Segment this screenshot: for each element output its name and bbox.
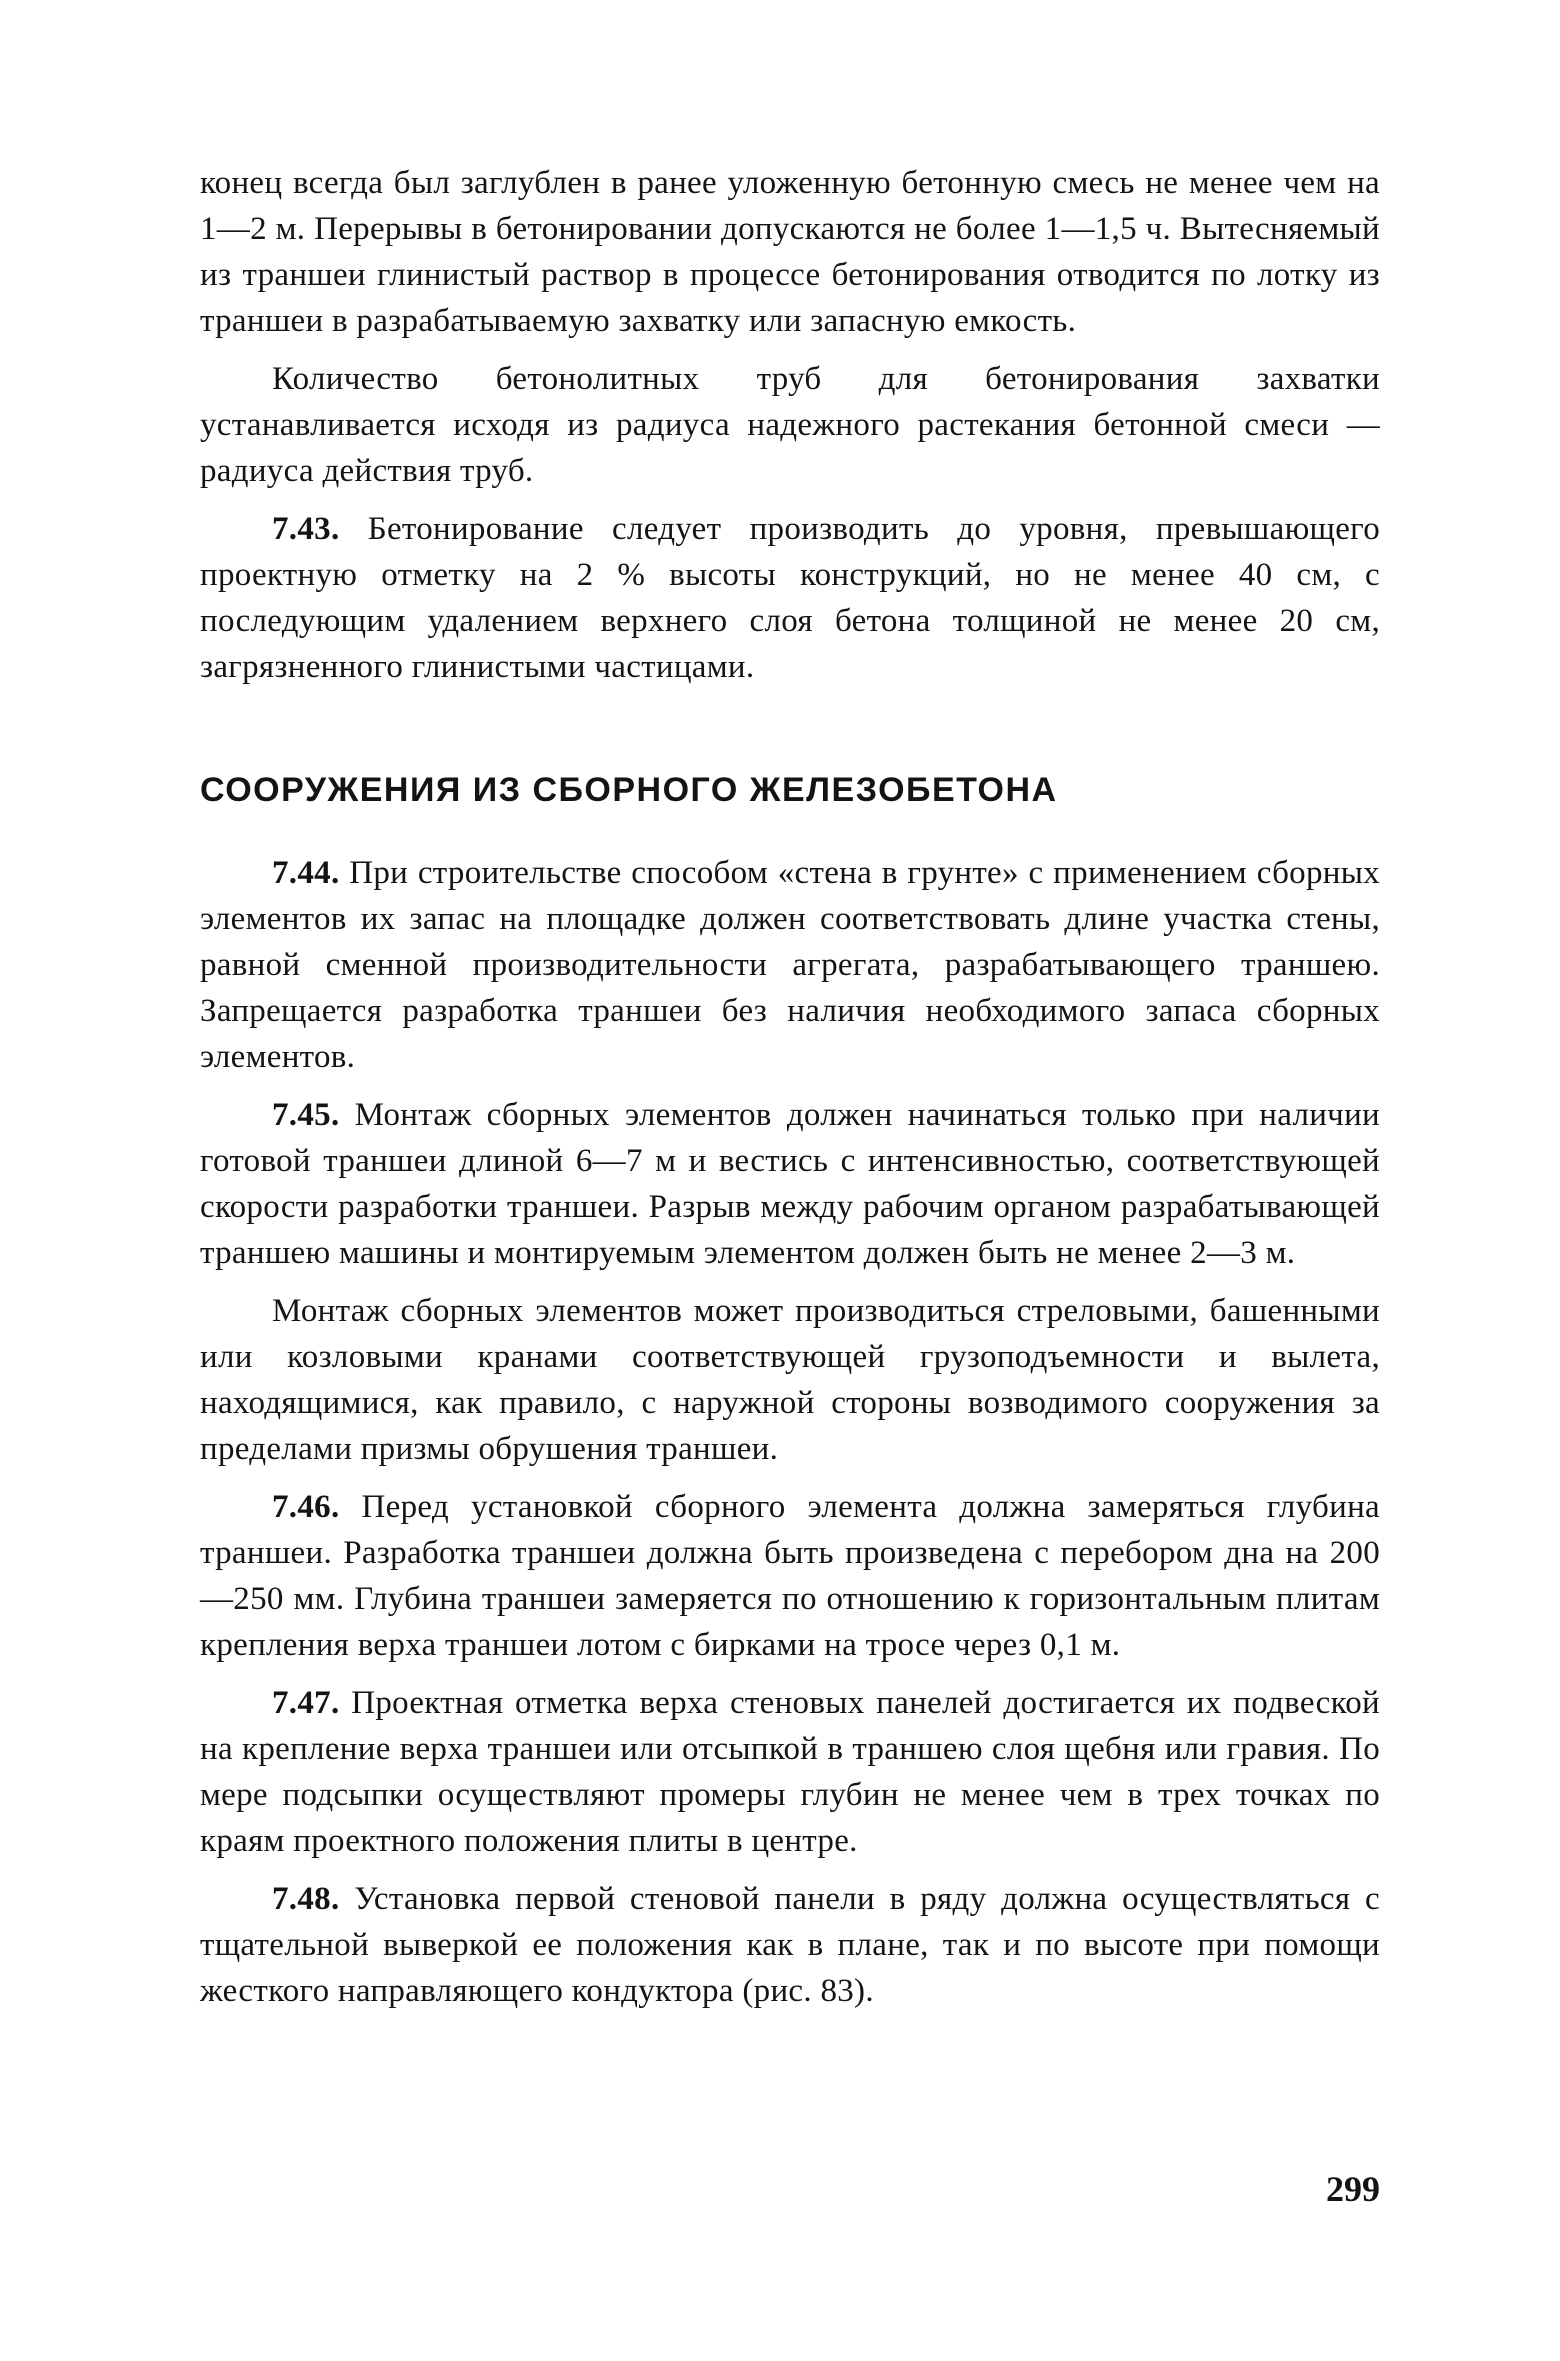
section-heading: СООРУЖЕНИЯ ИЗ СБОРНОГО ЖЕЛЕЗОБЕТОНА — [200, 771, 1058, 809]
clause-number: 7.44. — [272, 855, 340, 891]
clause-7-48 — [200, 1876, 1380, 2014]
clause-text: Проектная отметка верха стеновых панелей достигается их подвеской на крепление верха траншеи или отсыпкой в траншею слоя щебня или гравия. По мере подсыпки осуществляют промеры глубин не менее чем в трех точках по краям проектного положения плиты в центре. — [200, 1685, 1380, 1859]
clause-7-46 — [200, 1484, 1380, 1668]
clause-number: 7.46. — [272, 1489, 340, 1525]
clause-text: Установка первой стеновой панели в ряду должна осуществляться с тщательной выверкой ее положения как в плане, так и по высоте при помощи жесткого направляющего кондуктора (рис. 83). — [200, 1881, 1380, 2009]
document-page — [200, 160, 1380, 2026]
clause-number: 7.47. — [272, 1685, 340, 1721]
paragraph-cranes: Монтаж сборных элементов может производиться стреловыми, башенными или козловыми кранами соответствующей грузоподъемности и вылета, находящимися, как правило, с наружной стороны возводимого сооружения за пределами призмы обрушения траншеи. — [200, 1293, 1380, 1467]
page-number: 299 — [1326, 2169, 1380, 2209]
clause-text: Монтаж сборных элементов должен начинаться только при наличии готовой траншеи длиной 6—7 м и вестись с интенсивностью, соответствующей скорости разработки траншеи. Разрыв между рабочим органом разрабатывающей траншею машины и монтируемым элементом должен быть не менее 2—3 м. — [200, 1097, 1380, 1271]
clause-7-45 — [200, 1092, 1380, 1276]
clause-7-43 — [200, 506, 1380, 690]
clause-7-44 — [200, 850, 1380, 1080]
paragraph-intro: конец всегда был заглублен в ранее уложенную бетонную смесь не менее чем на 1—2 м. Перерывы в бетонировании допускаются не более 1—1,5 ч. Вытесняемый из траншеи глинистый раствор в процессе бетонирования отводится по лотку из траншеи в разрабатываемую захватку или запасную емкость. — [200, 165, 1380, 339]
clause-7-47 — [200, 1680, 1380, 1864]
clause-number: 7.48. — [272, 1881, 340, 1917]
paragraph-pipes: Количество бетонолитных труб для бетонирования захватки устанавливается исходя из радиуса надежного растекания бетонной смеси — радиуса действия труб. — [200, 361, 1380, 489]
clause-text: Перед установкой сборного элемента должна замеряться глубина траншеи. Разработка траншеи должна быть произведена с перебором дна на 200—250 мм. Глубина траншеи замеряется по отношению к горизонтальным плитам крепления верха траншеи лотом с бирками на тросе через 0,1 м. — [200, 1489, 1380, 1663]
clause-number: 7.43. — [272, 511, 340, 547]
clause-text: При строительстве способом «стена в грунте» с применением сборных элементов их запас на площадке должен соответствовать длине участка стены, равной сменной производительности агрегата, разрабатывающего траншею. Запрещается разработка траншеи без наличия необходимого запаса сборных элементов. — [200, 855, 1380, 1075]
clause-text: Бетонирование следует производить до уровня, превышающего проектную отметку на 2 % высоты конструкций, но не менее 40 см, с последующим удалением верхнего слоя бетона толщиной не менее 20 см, загрязненного глинистыми частицами. — [200, 511, 1380, 685]
clause-number: 7.45. — [272, 1097, 340, 1133]
